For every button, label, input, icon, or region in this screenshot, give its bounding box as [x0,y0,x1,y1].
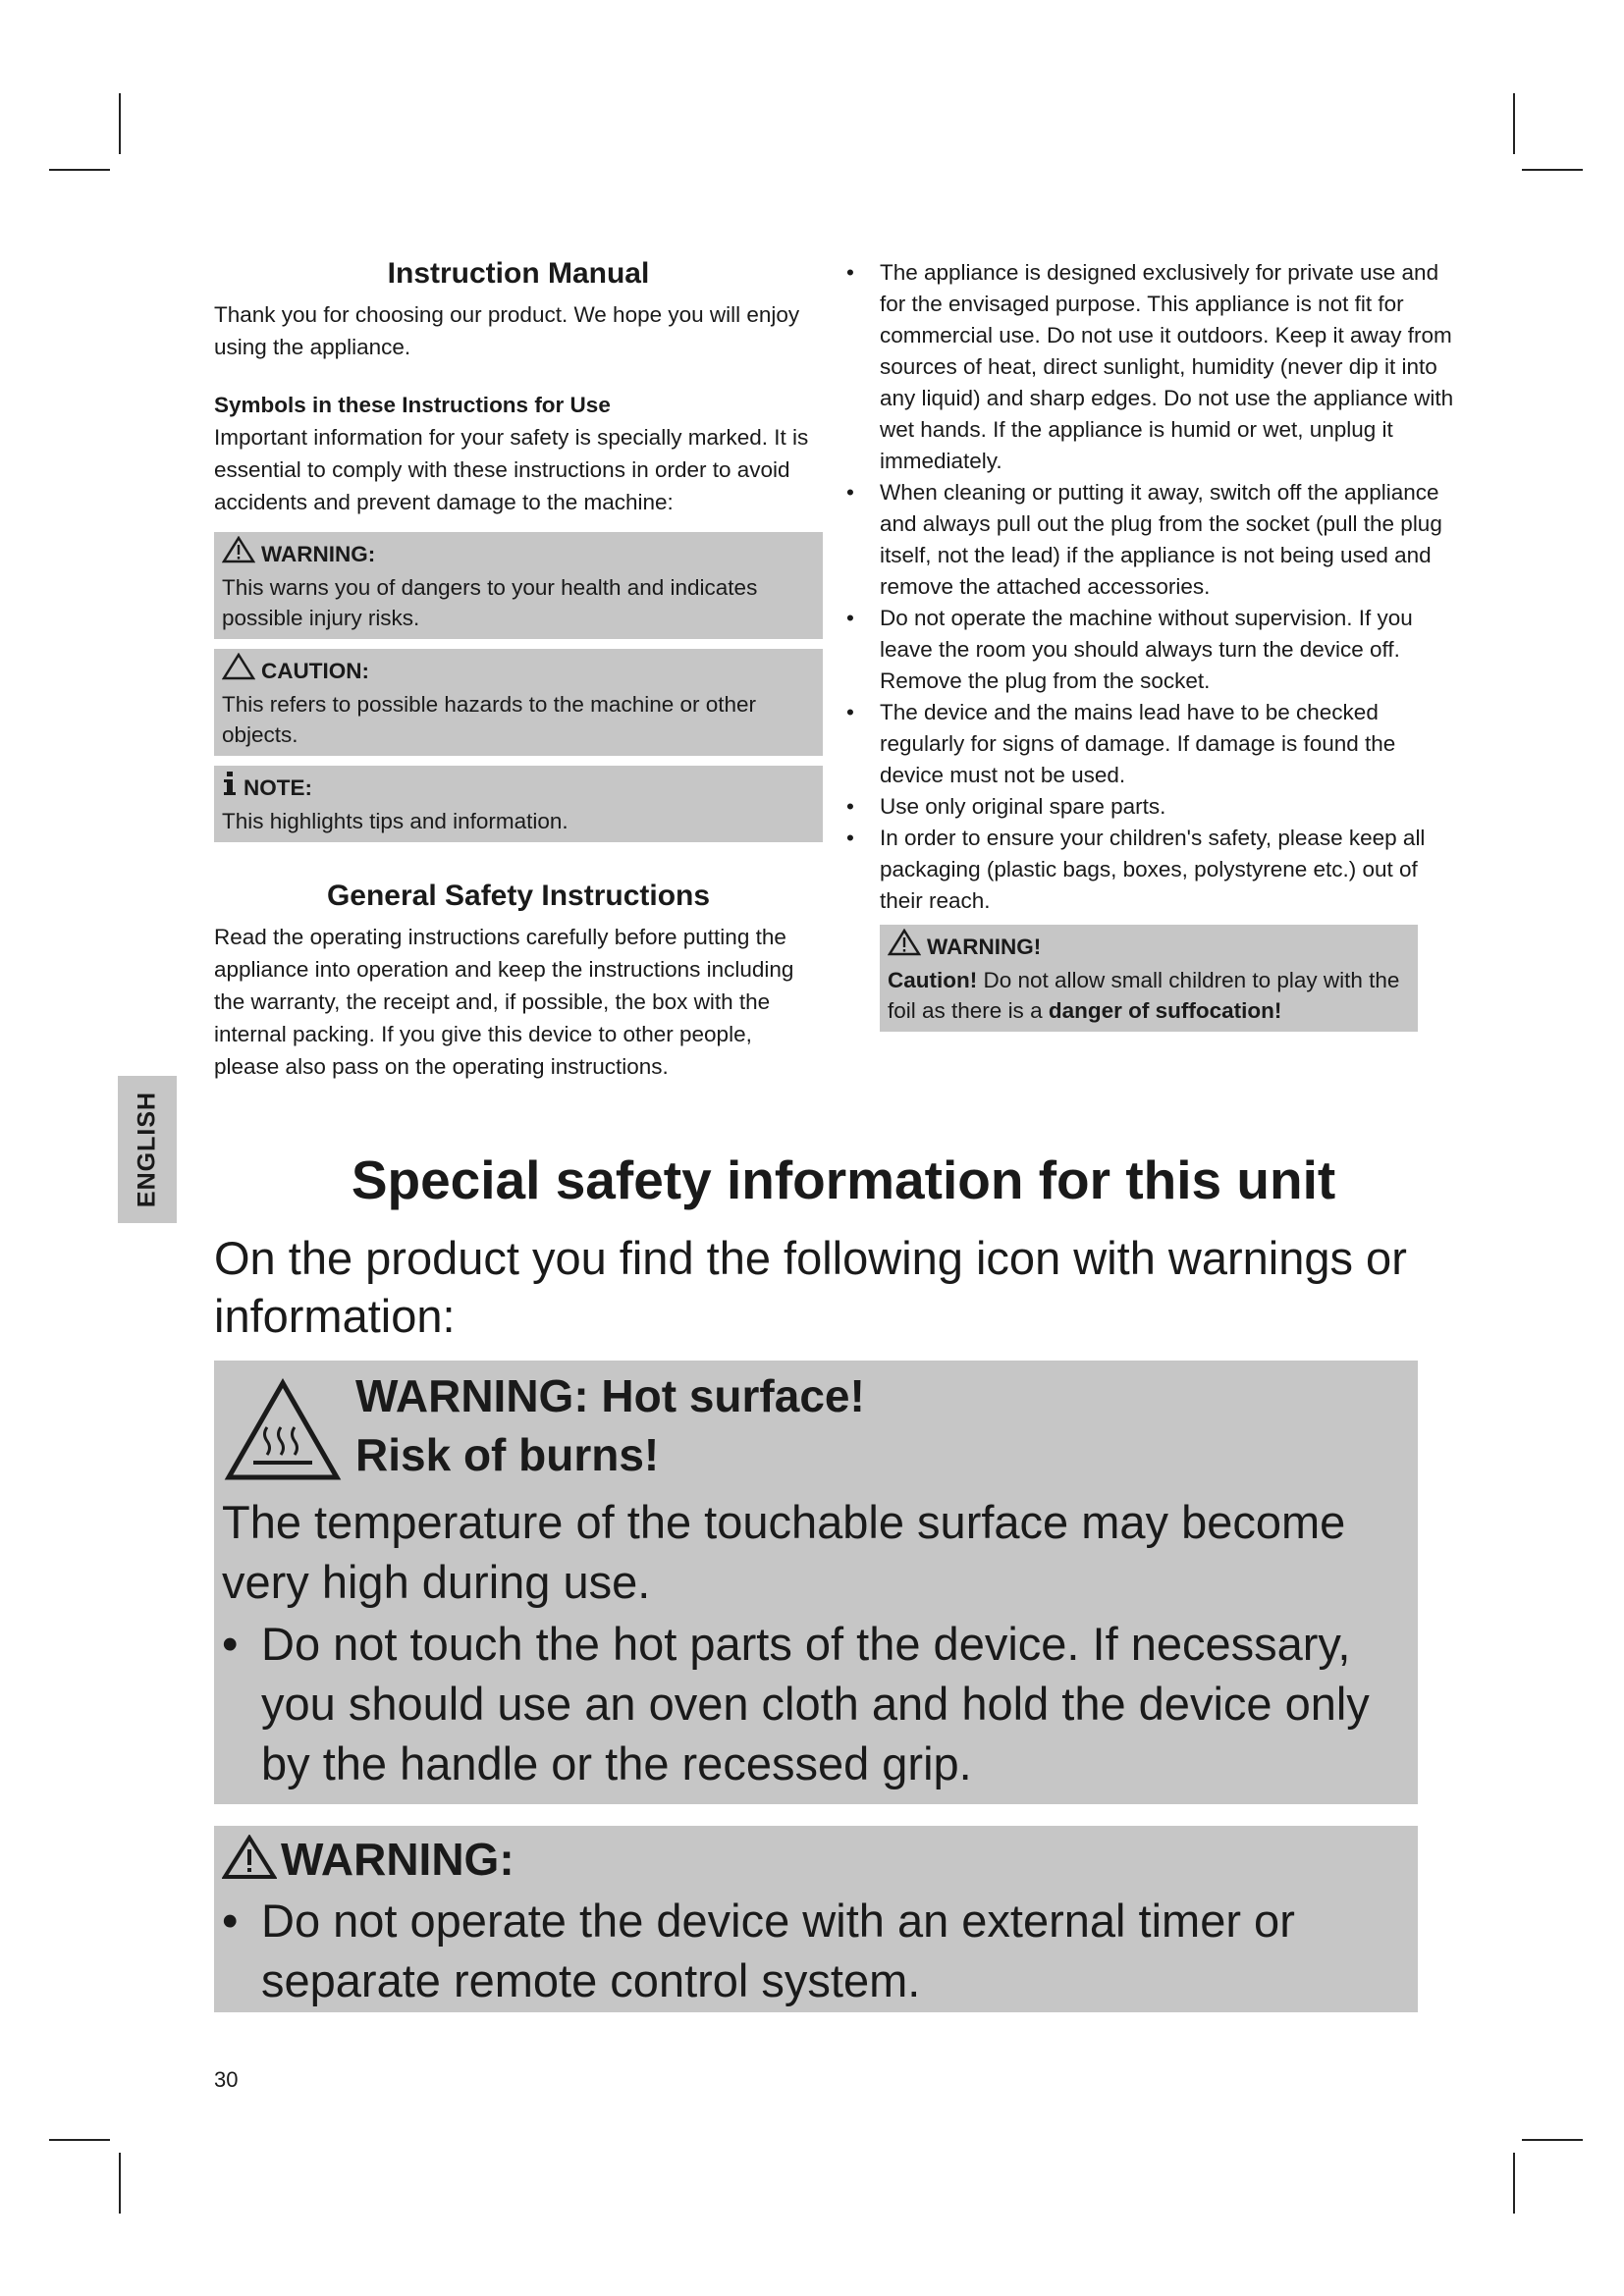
hot-surface-icon [224,1378,342,1487]
timer-warning-box [214,1826,1418,2012]
hot-surface-bullet: Do not touch the hot parts of the device. If necessary, you should use an oven cloth and hold the device only by the handle or the recessed grip. [261,1618,1370,1789]
crop-mark [119,93,121,154]
foil-warning-text: Caution! Do not allow small children to play with the foil as there is a danger of suffocation! [888,968,1400,1023]
left-column [214,257,823,1083]
crop-mark [1522,169,1583,171]
list-item: • Use only original spare parts. [846,794,1166,819]
warning-box [214,532,823,639]
crop-mark [1522,2139,1583,2141]
hot-surface-title: WARNING: Hot surface! [355,1370,865,1421]
warning-triangle-icon [222,536,255,572]
list-item: • The device and the mains lead have to be checked regularly for signs of damage. If damage is found the device must not be used. [846,700,1396,787]
language-tab [118,1076,177,1223]
list-item: • In order to ensure your children's safety, please keep all packaging (plastic bags, boxes, polystyrene etc.) out of their reach. [846,826,1426,913]
crop-mark [1513,93,1515,154]
general-safety-title: General Safety Instructions [326,880,711,912]
special-safety-intro: On the product you find the following icon with warnings or information: [214,1232,1407,1342]
info-icon [222,770,238,806]
note-text: This highlights tips and information. [222,809,568,833]
caution-box [214,649,823,756]
page-number: 30 [214,2067,239,2092]
intro-text: Thank you for choosing our product. We hope you will enjoy using the appliance. [214,302,800,359]
symbols-text: Important information for your safety is specially marked. It is essential to comply with these instructions in order to avoid accidents and prevent damage to the machine: [214,425,809,514]
special-safety-heading: Special safety information for this unit [351,1149,1336,1210]
timer-warning-bullet: Do not operate the device with an external timer or separate remote control system. [261,1895,1295,2006]
manual-title: Instruction Manual [387,257,650,290]
list-item: • Do not operate the machine without supervision. If you leave the room you should always turn the device off. Remove the plug from the socket. [846,606,1413,693]
safety-bullet-list [839,257,1457,917]
foil-warning-title: WARNING! [927,934,1042,959]
symbols-heading: Symbols in these Instructions for Use [214,393,611,417]
list-item: • Do not touch the hot parts of the device. If necessary, you should use an oven cloth and hold the device only by the handle or the recessed grip. [222,1614,1418,1793]
caution-text: This refers to possible hazards to the machine or other objects. [222,692,757,747]
note-box [214,766,823,842]
hot-surface-text: The temperature of the touchable surface may become very high during use. [222,1496,1346,1608]
note-title: NOTE: [244,775,312,800]
list-item: • The appliance is designed exclusively for private use and for the envisaged purpose. This appliance is not fit for commercial use. Do not use it outdoors. Keep it away from sources of heat, direct sunlight, humidity (never dip it into any liquid) and sharp edges. Do not use the appliance with wet hands. If the appliance is humid or wet, unplug it immediately. [846,260,1454,473]
timer-warning-title: WARNING: [281,1834,514,1885]
list-item: • When cleaning or putting it away, switch off the appliance and always pull out the plug from the socket (pull the plug itself, not the lead) if the appliance is not being used and remove the attached accessories. [846,480,1442,599]
crop-mark [1513,2153,1515,2214]
crop-mark [119,2153,121,2214]
general-safety-text: Read the operating instructions carefully before putting the appliance into operation and keep the instructions including the warranty, the receipt and, if possible, the box with the internal packing. If you give this device to other people, please also pass on the operating instructions. [214,925,794,1079]
right-column [839,257,1457,1032]
crop-mark [49,2139,110,2141]
list-item: • Do not operate the device with an external timer or separate remote control system. [222,1891,1410,2010]
hot-surface-subtitle: Risk of burns! [355,1429,660,1480]
caution-triangle-icon [222,653,255,689]
warning-text: This warns you of dangers to your health and indicates possible injury risks. [222,575,758,630]
hot-surface-warning-box [214,1361,1418,1804]
warning-triangle-icon [888,929,921,965]
foil-warning-box [880,925,1418,1032]
warning-triangle-icon [222,1835,277,1885]
warning-title: WARNING: [261,542,376,566]
crop-mark [49,169,110,171]
language-tab-label: ENGLISH [133,1091,161,1208]
caution-title: CAUTION: [261,659,369,683]
